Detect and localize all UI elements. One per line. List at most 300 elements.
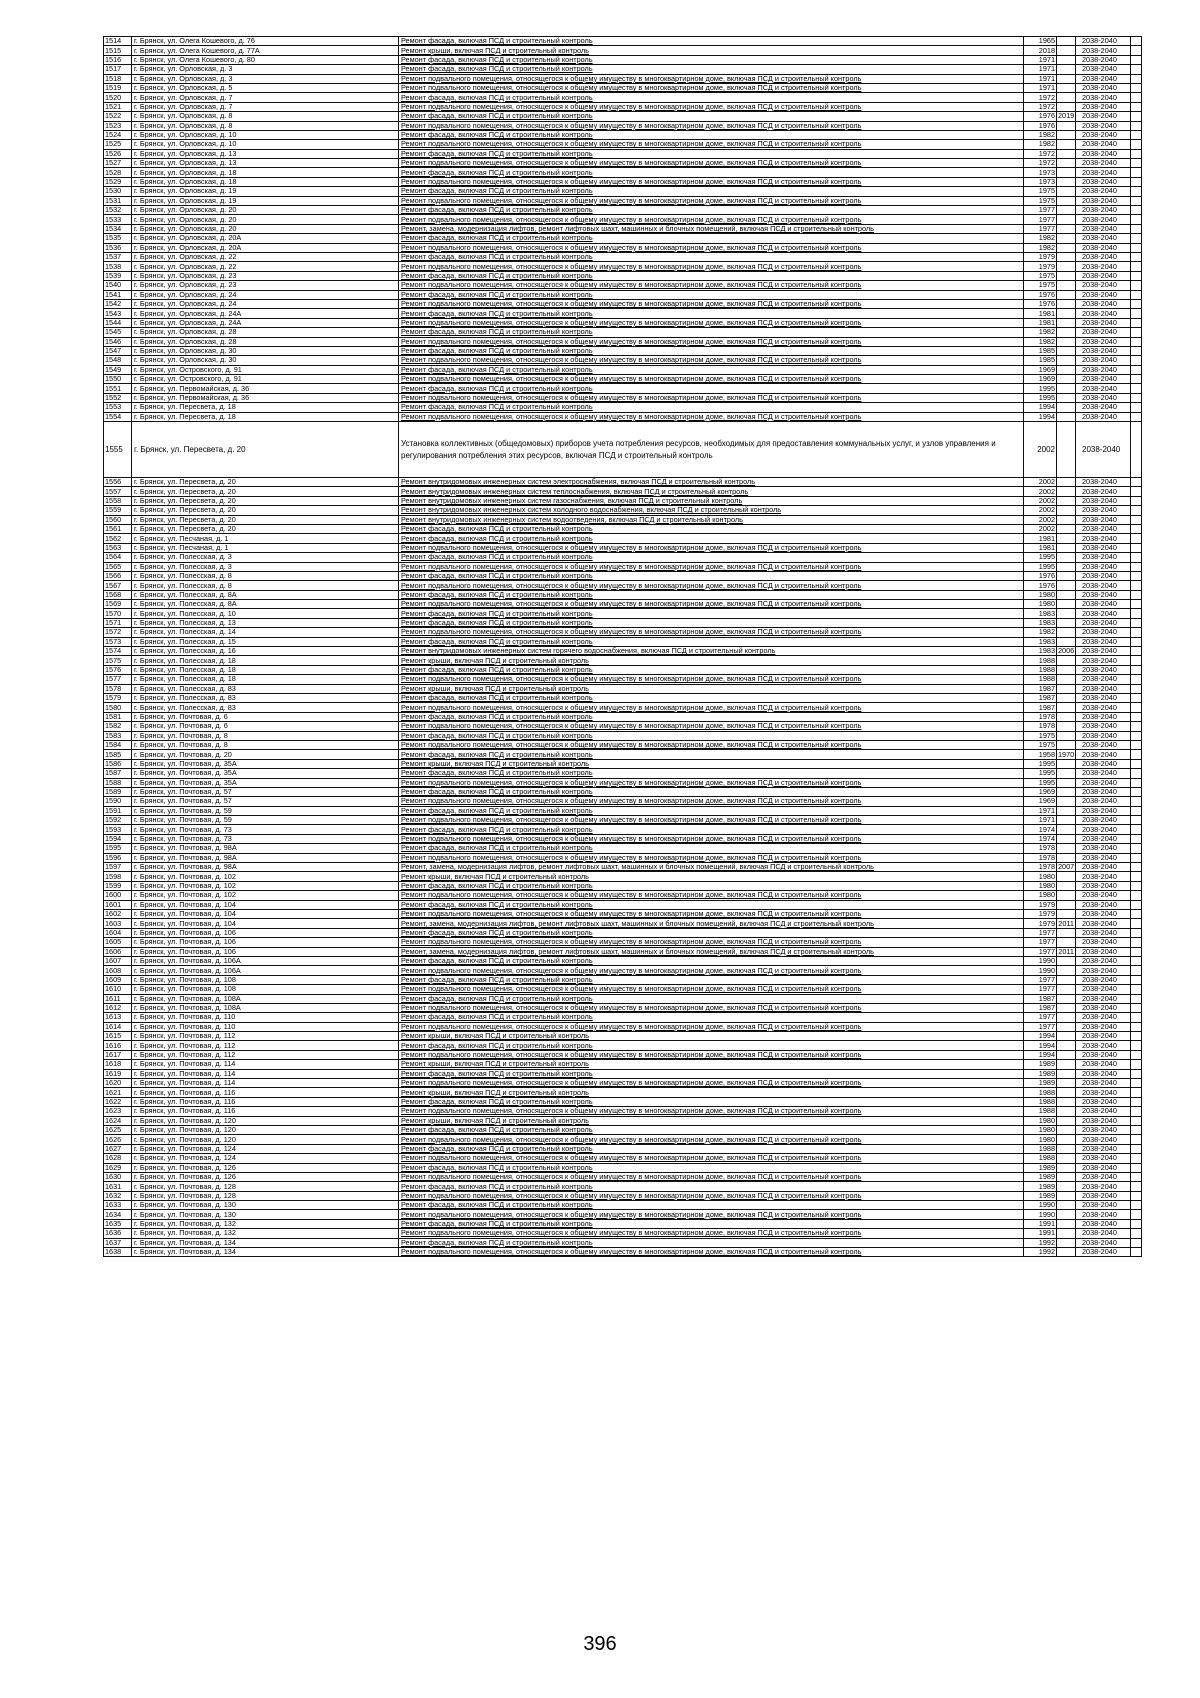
work-type-cell: Ремонт подвального помещения, относящегося к общему имуществу в многоквартирном доме, включая ПСД и строительный контроль [399,215,1024,224]
planned-period-cell: 2038-2040 [1076,778,1131,787]
row-number-cell: 1576 [104,665,132,674]
empty-cell [1131,787,1142,796]
table-body [104,37,1142,1257]
year-built-cell: 1992 [1024,1248,1057,1257]
empty-cell [1131,759,1142,768]
last-repair-year-cell [1057,740,1076,749]
work-type-cell: Ремонт фасада, включая ПСД и строительный контроль [399,665,1024,674]
planned-period-cell: 2038-2040 [1076,1088,1131,1097]
year-built-cell: 1980 [1024,881,1057,890]
table-row [104,337,1142,346]
planned-period-cell: 2038-2040 [1076,1050,1131,1059]
last-repair-year-cell [1057,337,1076,346]
address-cell: г. Брянск, ул. Почтовая, д. 104 [132,909,399,918]
year-built-cell: 1978 [1024,853,1057,862]
work-type-cell: Ремонт фасада, включая ПСД и строительный контроль [399,1041,1024,1050]
planned-period-cell: 2038-2040 [1076,628,1131,637]
row-number-cell: 1565 [104,562,132,571]
address-cell: г. Брянск, ул. Орловская, д. 13 [132,159,399,168]
empty-cell [1131,571,1142,580]
planned-period-cell: 2038-2040 [1076,900,1131,909]
work-type-cell: Ремонт фасада, включая ПСД и строительный контроль [399,130,1024,139]
work-type-cell: Ремонт фасада, включая ПСД и строительный контроль [399,1013,1024,1022]
table-row [104,196,1142,205]
work-type-cell: Ремонт фасада, включая ПСД и строительный контроль [399,590,1024,599]
table-row [104,853,1142,862]
row-number-cell: 1552 [104,393,132,402]
table-row [104,1022,1142,1031]
last-repair-year-cell [1057,825,1076,834]
planned-period-cell: 2038-2040 [1076,46,1131,55]
year-built-cell: 1969 [1024,787,1057,796]
address-cell: г. Брянск, ул. Пересвета, д. 20 [132,478,399,487]
year-built-cell: 1990 [1024,956,1057,965]
table-row [104,1060,1142,1069]
year-built-cell: 1978 [1024,722,1057,731]
address-cell: г. Брянск, ул. Орловская, д. 10 [132,130,399,139]
row-number-cell: 1632 [104,1191,132,1200]
table-row [104,375,1142,384]
empty-cell [1131,328,1142,337]
last-repair-year-cell [1057,1013,1076,1022]
work-type-cell: Ремонт внутридомовых инженерных систем электроснабжения, включая ПСД и строительный контроль [399,478,1024,487]
empty-cell [1131,356,1142,365]
planned-period-cell: 2038-2040 [1076,590,1131,599]
planned-period-cell: 2038-2040 [1076,365,1131,374]
table-row [104,1191,1142,1200]
work-type-cell: Ремонт фасада, включая ПСД и строительный контроль [399,618,1024,627]
year-built-cell: 1971 [1024,816,1057,825]
year-built-cell: 1976 [1024,121,1057,130]
last-repair-year-cell [1057,215,1076,224]
table-row [104,590,1142,599]
empty-cell [1131,65,1142,74]
last-repair-year-cell [1057,65,1076,74]
planned-period-cell: 2038-2040 [1076,938,1131,947]
last-repair-year-cell [1057,1003,1076,1012]
table-row [104,740,1142,749]
year-built-cell: 1975 [1024,187,1057,196]
row-number-cell: 1578 [104,684,132,693]
row-number-cell: 1600 [104,891,132,900]
year-built-cell: 1982 [1024,337,1057,346]
year-built-cell: 1990 [1024,966,1057,975]
planned-period-cell: 2038-2040 [1076,947,1131,956]
last-repair-year-cell: 1970 [1058,749,1075,759]
work-type-cell: Ремонт внутридомовых инженерных систем газоснабжения, включая ПСД и строительный контроль [399,496,1024,505]
last-repair-year-cell [1057,938,1076,947]
table-row [104,140,1142,149]
empty-cell [1131,816,1142,825]
last-repair-year-cell [1057,1248,1076,1257]
table-row [104,665,1142,674]
work-type-cell: Ремонт фасада, включая ПСД и строительный контроль [399,252,1024,261]
row-number-cell: 1592 [104,816,132,825]
work-type-cell: Ремонт подвального помещения, относящегося к общему имуществу в многоквартирном доме, включая ПСД и строительный контроль [399,375,1024,384]
last-repair-year-cell [1057,384,1076,393]
work-type-cell: Ремонт, замена, модернизация лифтов, ремонт лифтовых шахт, машинных и блочных помещений, включая ПСД и строительный контроль [399,224,1024,233]
work-type-cell: Ремонт подвального помещения, относящегося к общему имуществу в многоквартирном доме, включая ПСД и строительный контроль [399,1191,1024,1200]
row-number-cell: 1515 [104,46,132,55]
year-built-cell: 1987 [1024,703,1057,712]
work-type-cell: Ремонт внутридомовых инженерных систем теплоснабжения, включая ПСД и строительный контроль [399,487,1024,496]
row-number-cell: 1614 [104,1022,132,1031]
table-row [104,412,1142,421]
table-row [104,506,1142,515]
empty-cell [1131,1201,1142,1210]
work-type-cell: Ремонт крыши, включая ПСД и строительный контроль [399,46,1024,55]
row-number-cell: 1637 [104,1238,132,1247]
planned-period-cell: 2038-2040 [1076,1022,1131,1031]
table-row [104,703,1142,712]
address-cell: г. Брянск, ул. Почтовая, д. 8 [132,740,399,749]
planned-period-cell: 2038-2040 [1076,571,1131,580]
last-repair-year-cell [1057,985,1076,994]
table-row [104,581,1142,590]
table-row [104,1079,1142,1088]
row-number-cell: 1524 [104,130,132,139]
work-type-cell: Ремонт крыши, включая ПСД и строительный контроль [399,759,1024,768]
row-number-cell: 1516 [104,55,132,64]
address-cell: г. Брянск, ул. Орловская, д. 3 [132,74,399,83]
table-row [104,966,1142,975]
empty-cell [1131,872,1142,881]
empty-cell [1131,1107,1142,1116]
address-cell: г. Брянск, ул. Орловская, д. 19 [132,196,399,205]
table-row [104,787,1142,796]
year-built-cell: 1980 [1024,1135,1057,1144]
work-type-cell: Ремонт фасада, включая ПСД и строительный контроль [399,206,1024,215]
planned-period-cell: 2038-2040 [1076,140,1131,149]
empty-cell [1131,1013,1142,1022]
empty-cell [1131,675,1142,684]
row-number-cell: 1568 [104,590,132,599]
work-type-cell: Ремонт крыши, включая ПСД и строительный контроль [399,1060,1024,1069]
address-cell: г. Брянск, ул. Олега Кошевого, д. 77А [132,46,399,55]
address-cell: г. Брянск, ул. Полесская, д. 16 [132,647,399,656]
last-repair-year-cell [1057,769,1076,778]
row-number-cell: 1619 [104,1069,132,1078]
table-row [104,947,1142,956]
address-cell: г. Брянск, ул. Островского, д. 91 [132,365,399,374]
planned-period-cell: 2038-2040 [1076,712,1131,721]
planned-period-cell: 2038-2040 [1076,130,1131,139]
empty-cell [1131,112,1142,121]
address-cell: г. Брянск, ул. Первомайская, д. 36 [132,393,399,402]
year-built-cell: 1978 [1024,712,1057,721]
year-built-cell: 1974 [1024,825,1057,834]
table-row [104,881,1142,890]
row-number-cell: 1571 [104,618,132,627]
address-cell: г. Брянск, ул. Песчаная, д. 1 [132,543,399,552]
address-cell: г. Брянск, ул. Почтовая, д. 35А [132,769,399,778]
empty-cell [1131,412,1142,421]
year-built-cell: 1980 [1024,1116,1057,1125]
address-cell: г. Брянск, ул. Орловская, д. 20 [132,224,399,233]
last-repair-year-cell [1057,140,1076,149]
address-cell: г. Брянск, ул. Орловская, д. 8 [132,112,399,121]
year-built-cell: 1983 [1024,618,1057,627]
repair-schedule-table [103,36,1142,1257]
empty-cell [1131,863,1142,872]
last-repair-year-cell [1057,328,1076,337]
table-row [104,731,1142,740]
year-built-cell: 1979 [1024,900,1057,909]
table-row [104,797,1142,806]
row-number-cell: 1621 [104,1088,132,1097]
table-row [104,562,1142,571]
work-type-cell: Ремонт фасада, включая ПСД и строительный контроль [399,1097,1024,1106]
address-cell: г. Брянск, ул. Орловская, д. 22 [132,262,399,271]
planned-period-cell: 2038-2040 [1076,262,1131,271]
row-number-cell: 1604 [104,928,132,937]
row-number-cell: 1575 [104,656,132,665]
work-type-cell: Ремонт фасада, включая ПСД и строительный контроль [399,37,1024,46]
work-type-cell: Ремонт фасада, включая ПСД и строительный контроль [399,712,1024,721]
empty-cell [1131,609,1142,618]
work-type-cell: Ремонт фасада, включая ПСД и строительный контроль [399,787,1024,796]
table-row [104,609,1142,618]
work-type-cell: Ремонт подвального помещения, относящегося к общему имуществу в многоквартирном доме, включая ПСД и строительный контроль [399,740,1024,749]
address-cell: г. Брянск, ул. Почтовая, д. 134 [132,1238,399,1247]
planned-period-cell: 2038-2040 [1076,1229,1131,1238]
last-repair-year-cell [1057,356,1076,365]
table-row [104,1238,1142,1247]
table-row [104,872,1142,881]
year-built-cell: 1987 [1024,684,1057,693]
row-number-cell: 1590 [104,797,132,806]
address-cell: г. Брянск, ул. Почтовая, д. 134 [132,1248,399,1257]
work-type-cell: Ремонт подвального помещения, относящегося к общему имуществу в многоквартирном доме, включая ПСД и строительный контроль [399,778,1024,787]
address-cell: г. Брянск, ул. Почтовая, д. 110 [132,1022,399,1031]
address-cell: г. Брянск, ул. Полесская, д. 8А [132,600,399,609]
last-repair-year-cell [1057,177,1076,186]
last-repair-year-cell [1057,1079,1076,1088]
empty-cell [1131,55,1142,64]
year-built-cell: 1982 [1024,130,1057,139]
last-repair-year-cell [1057,1144,1076,1153]
address-cell: г. Брянск, ул. Полесская, д. 18 [132,656,399,665]
row-number-cell: 1623 [104,1107,132,1116]
last-repair-year-cell [1057,637,1076,646]
address-cell: г. Брянск, ул. Полесская, д. 13 [132,618,399,627]
row-number-cell: 1540 [104,281,132,290]
year-built-cell: 1969 [1024,365,1057,374]
table-row [104,985,1142,994]
last-repair-year-cell [1057,1041,1076,1050]
row-number-cell: 1522 [104,112,132,121]
address-cell: г. Брянск, ул. Почтовая, д. 20 [132,750,399,759]
last-repair-year-cell [1057,1116,1076,1125]
address-cell: г. Брянск, ул. Почтовая, д. 108 [132,975,399,984]
last-repair-year-cell [1057,806,1076,815]
year-built-cell: 1980 [1024,590,1057,599]
address-cell: г. Брянск, ул. Почтовая, д. 57 [132,787,399,796]
planned-period-cell: 2038-2040 [1076,1248,1131,1257]
planned-period-cell: 2038-2040 [1076,252,1131,261]
empty-cell [1131,1079,1142,1088]
work-type-cell: Ремонт подвального помещения, относящегося к общему имуществу в многоквартирном доме, включая ПСД и строительный контроль [399,1172,1024,1181]
table-row [104,168,1142,177]
empty-cell [1131,947,1142,956]
table-row [104,515,1142,524]
work-type-cell: Ремонт крыши, включая ПСД и строительный контроль [399,684,1024,693]
work-type-cell: Ремонт подвального помещения, относящегося к общему имуществу в многоквартирном доме, включая ПСД и строительный контроль [399,412,1024,421]
work-type-cell: Ремонт подвального помещения, относящегося к общему имуществу в многоквартирном доме, включая ПСД и строительный контроль [399,83,1024,92]
table-row [104,365,1142,374]
last-repair-year-cell [1057,290,1076,299]
last-repair-year-cell [1057,168,1076,177]
address-cell: г. Брянск, ул. Почтовая, д. 126 [132,1172,399,1181]
table-row [104,891,1142,900]
address-cell: г. Брянск, ул. Почтовая, д. 104 [132,900,399,909]
year-built-cell: 1995 [1024,778,1057,787]
address-cell: г. Брянск, ул. Почтовая, д. 106А [132,966,399,975]
row-number-cell: 1551 [104,384,132,393]
row-number-cell: 1579 [104,694,132,703]
planned-period-cell: 2038-2040 [1076,891,1131,900]
empty-cell [1131,1088,1142,1097]
planned-period-cell: 2038-2040 [1076,318,1131,327]
empty-cell [1131,74,1142,83]
year-built-cell: 1977 [1024,206,1057,215]
address-cell: г. Брянск, ул. Почтовая, д. 106 [132,947,399,956]
address-cell: г. Брянск, ул. Почтовая, д. 73 [132,825,399,834]
year-built-cell: 1995 [1024,769,1057,778]
empty-cell [1131,778,1142,787]
row-number-cell: 1583 [104,731,132,740]
empty-cell [1131,909,1142,918]
planned-period-cell: 2038-2040 [1076,346,1131,355]
last-repair-year-cell [1057,562,1076,571]
work-type-cell: Ремонт фасада, включая ПСД и строительный контроль [399,956,1024,965]
work-type-cell: Ремонт фасада, включая ПСД и строительный контроль [399,55,1024,64]
table-row [104,534,1142,543]
last-repair-year-cell [1057,1238,1076,1247]
table-row [104,1248,1142,1257]
planned-period-cell: 2038-2040 [1076,562,1131,571]
row-number-cell: 1547 [104,346,132,355]
address-cell: г. Брянск, ул. Почтовая, д. 112 [132,1041,399,1050]
address-cell: г. Брянск, ул. Орловская, д. 20 [132,215,399,224]
year-built-cell: 1976 [1024,571,1057,580]
address-cell: г. Брянск, ул. Полесская, д. 8 [132,581,399,590]
row-number-cell: 1624 [104,1116,132,1125]
empty-cell [1131,618,1142,627]
row-number-cell: 1625 [104,1125,132,1134]
row-number-cell: 1616 [104,1041,132,1050]
work-type-cell: Ремонт подвального помещения, относящегося к общему имуществу в многоквартирном доме, включая ПСД и строительный контроль [399,703,1024,712]
table-row [104,628,1142,637]
address-cell: г. Брянск, ул. Полесская, д. 15 [132,637,399,646]
table-row [104,806,1142,815]
table-row [104,994,1142,1003]
year-built-cell: 1995 [1024,393,1057,402]
year-built-cell: 1979 [1024,252,1057,261]
address-cell: г. Брянск, ул. Пересвета, д. 20 [132,487,399,496]
empty-cell [1131,46,1142,55]
row-number-cell: 1613 [104,1013,132,1022]
year-built-cell: 1977 [1024,1022,1057,1031]
year-built-cell: 1982 [1024,140,1057,149]
empty-cell [1131,637,1142,646]
work-type-cell: Ремонт подвального помещения, относящегося к общему имуществу в многоквартирном доме, включая ПСД и строительный контроль [399,299,1024,308]
planned-period-cell: 2038-2040 [1076,337,1131,346]
planned-period-cell: 2038-2040 [1076,309,1131,318]
year-built-cell: 1973 [1024,168,1057,177]
year-built-cell: 1989 [1024,1182,1057,1191]
empty-cell [1131,271,1142,280]
row-number-cell: 1521 [104,102,132,111]
work-type-cell: Ремонт фасада, включая ПСД и строительный контроль [399,1219,1024,1228]
planned-period-cell: 2038-2040 [1076,83,1131,92]
address-cell: г. Брянск, ул. Почтовая, д. 35А [132,759,399,768]
year-built-cell: 1989 [1024,1069,1057,1078]
row-number-cell: 1593 [104,825,132,834]
empty-cell [1131,1060,1142,1069]
last-repair-year-cell [1057,37,1076,46]
year-built-cell: 1988 [1024,1144,1057,1153]
last-repair-year-cell [1057,524,1076,533]
row-number-cell: 1607 [104,956,132,965]
table-row [104,1107,1142,1116]
table-row [104,675,1142,684]
table-row [104,46,1142,55]
year-built-cell: 1977 [1024,975,1057,984]
empty-cell [1131,384,1142,393]
address-cell: г. Брянск, ул. Орловская, д. 30 [132,346,399,355]
empty-cell [1131,496,1142,505]
table-row [104,1172,1142,1181]
work-type-cell: Ремонт фасада, включая ПСД и строительный контроль [399,149,1024,158]
table-row [104,938,1142,947]
row-number-cell: 1554 [104,412,132,421]
planned-period-cell: 2038-2040 [1076,1219,1131,1228]
planned-period-cell: 2038-2040 [1076,534,1131,543]
year-built-cell: 1969 [1024,375,1057,384]
table-row [104,215,1142,224]
last-repair-year-cell [1057,684,1076,693]
row-number-cell: 1610 [104,985,132,994]
empty-cell [1131,346,1142,355]
last-repair-year-cell [1057,891,1076,900]
address-cell: г. Брянск, ул. Орловская, д. 30 [132,356,399,365]
year-built-cell: 1976 [1024,581,1057,590]
table-row [104,919,1142,928]
work-type-cell: Ремонт подвального помещения, относящегося к общему имуществу в многоквартирном доме, включая ПСД и строительный контроль [399,177,1024,186]
last-repair-year-cell [1057,694,1076,703]
table-row [104,1182,1142,1191]
table-row [104,1229,1142,1238]
row-number-cell: 1537 [104,252,132,261]
address-cell: г. Брянск, ул. Почтовая, д. 102 [132,891,399,900]
empty-cell [1131,1172,1142,1181]
year-built-cell: 1981 [1024,309,1057,318]
empty-cell [1131,121,1142,130]
last-repair-year-cell [1057,675,1076,684]
empty-cell [1131,628,1142,637]
table-row [104,637,1142,646]
table-row [104,74,1142,83]
address-cell: г. Брянск, ул. Орловская, д. 20А [132,234,399,243]
empty-cell [1131,1097,1142,1106]
last-repair-year-cell [1057,478,1076,487]
last-repair-year-cell [1057,130,1076,139]
address-cell: г. Брянск, ул. Почтовая, д. 114 [132,1060,399,1069]
empty-cell [1131,206,1142,215]
work-type-cell: Ремонт подвального помещения, относящегося к общему имуществу в многоквартирном доме, включая ПСД и строительный контроль [399,543,1024,552]
last-repair-year-cell [1057,609,1076,618]
